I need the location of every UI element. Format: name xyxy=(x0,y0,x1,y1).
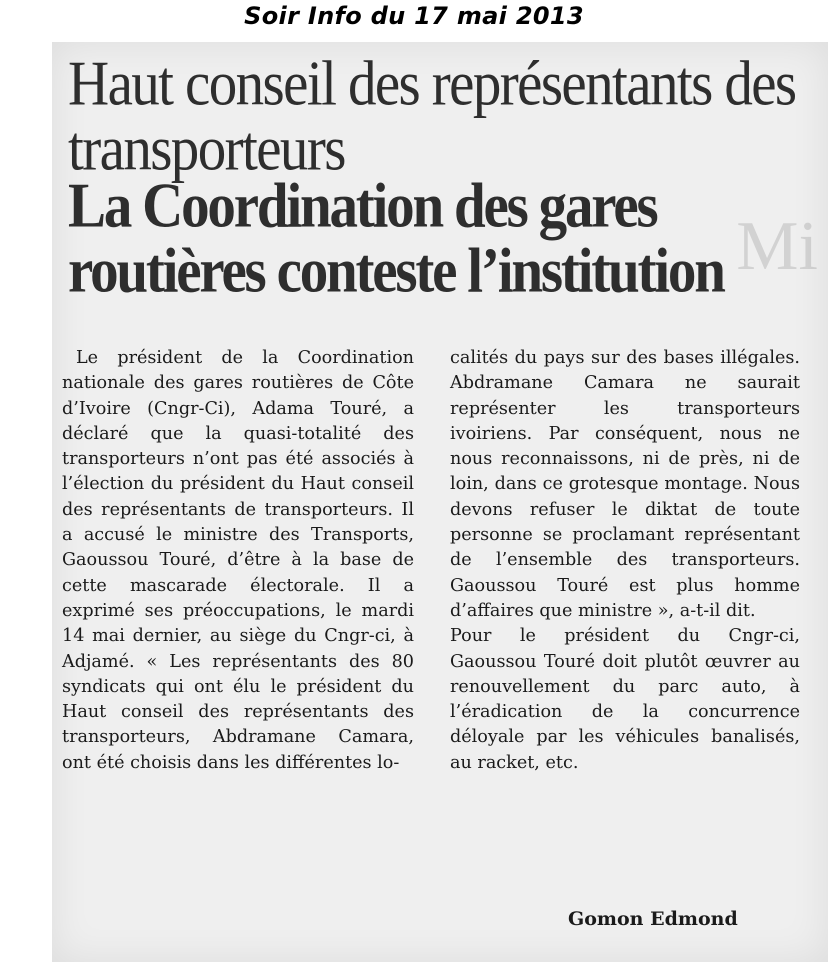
article-column-left xyxy=(62,346,414,776)
source-caption: Soir Info du 17 mai 2013 xyxy=(244,2,584,30)
bleed-through-mark: Mi xyxy=(736,208,818,285)
author-byline: Gomon Edmond xyxy=(568,908,738,930)
headline-line-1: Haut conseil des représentants des transporteurs xyxy=(68,48,796,185)
article-paragraph: calités du pays sur des bases illégales. Abdramane Camara ne saurait représenter les transporteurs ivoiriens. Par conséquent, nous ne nous reconnaissons, ni de près, ni de loin, dans ce grotesque montage. Nous devons refuser le diktat de toute personne se proclamant représentant de l’ensemble des transporteurs. Gaoussou Touré est plus homme d’affaires que ministre », a-t-il dit. xyxy=(450,348,800,621)
article-column-right xyxy=(450,346,800,776)
headline xyxy=(68,48,808,307)
headline-line-2: La Coordination des gares routières conteste l’institution xyxy=(68,170,724,307)
article-paragraph: Pour le président du Cngr-ci, Gaoussou Touré doit plutôt œuvrer au renouvellement du parc auto, à l’éradication de la concurrence déloyale par les véhicules banalisés, au racket, etc. xyxy=(450,626,800,773)
article-paragraph: Le président de la Coordination nationale des gares routières de Côte d’Ivoire (Cngr-Ci), Adama Touré, a déclaré que la quasi-totalité des transporteurs n’ont pas été associés à l’élection du président du Haut conseil des représentants de transporteurs. Il a accusé le ministre des Transports, Gaoussou Touré, d’être à la base de cette mascarade électorale. Il a exprimé ses préoccupations, le mardi 14 mai dernier, au siège du Cngr-ci, à Adjamé. « Les représentants des 80 syndicats qui ont élu le président du Haut conseil des représentants des transporteurs, Abdramane Camara, ont été choisis dans les différentes lo- xyxy=(62,348,414,773)
